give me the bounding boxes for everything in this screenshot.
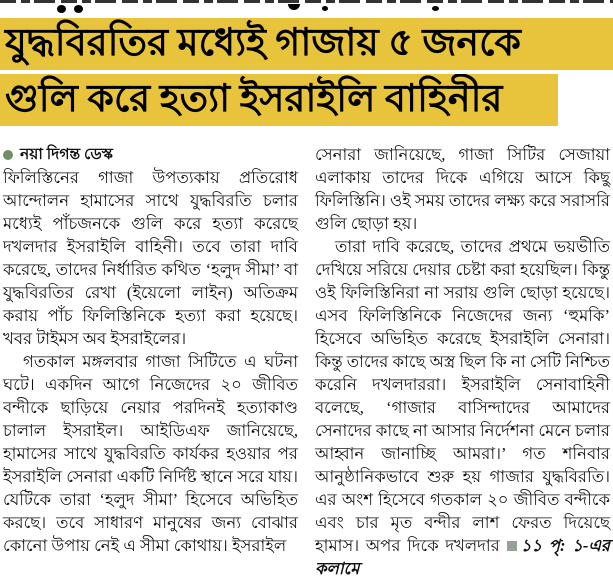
- paragraph: ফিলিস্তিনের গাজা উপত্যকায় প্রতিরোধ আন্দোলন হামাসের সাথে যুদ্ধবিরতি চলার মধ্যেই পাঁচজনকে গুলি করে হত্যা করেছে দখলদার ইসরাইলি বাহিনী। তবে তারা দাবি করেছে, তাদের নির্ধারিত কথিত ‘হলুদ সীমা’ বা যুদ্ধবিরতির রেখা (ইয়েলো লাইন) অতিক্রম করায় পাঁচ ফিলিস্তিনিকে হত্যা করা হয়েছে। খবর টাইমস অব ইসরাইলের।: [3, 168, 298, 348]
- headline-line-1: যুদ্ধবিরতির মধ্যেই গাজায় ৫ জনকে: [0, 18, 613, 70]
- column-left: [3, 143, 298, 580]
- headline-line-2: গুলি করে হত্যা ইসরাইলি বাহিনীর: [0, 74, 558, 126]
- glyph-fragment: [432, 6, 439, 11]
- column-right: [315, 143, 610, 580]
- byline: [3, 143, 298, 166]
- glyph-fragment: [57, 5, 66, 13]
- glyph-fragment: [74, 5, 83, 13]
- glyph-fragment: [288, 4, 300, 10]
- jump-ref-label: ১১ পৃ: ১-এর কলামে: [315, 536, 610, 578]
- paragraph: গতকাল মঙ্গলবার গাজা সিটিতে এ ঘটনা ঘটে। একদিন আগে নিজেদের ২০ জীবিত বন্দীকে ছাড়িয়ে নেয়ার পরদিনই হত্যাকাণ্ড চালাল ইসরাইল। আইডিএফ জানিয়েছে, হামাসের সাথে যুদ্ধবিরতি কার্যকর হওয়ার পর ইসরাইলি সেনারা একটি নির্দিষ্ট স্থানে সরে যায়। যেটিকে তারা ‘হলুদ সীমা’ হিসেবে অভিহিত করছে। তবে সাধারণ মানুষের জন্য বোঝার কোনো উপায় নেই এ সীমা কোথায়। ইসরাইল: [3, 352, 298, 555]
- byline-bullet-icon: [3, 150, 13, 160]
- cropped-newsprint-fragments: [0, 0, 613, 12]
- glyph-fragment: [322, 6, 328, 11]
- cropped-text-strip: [0, 0, 613, 3]
- byline-label: নয়া দিগন্ত ডেস্ক: [20, 146, 113, 163]
- headline: [0, 18, 613, 126]
- article-body: [0, 134, 613, 580]
- paragraph-text: তারা দাবি করেছে, তাদের প্রথমে ভয়ভীতি দেখিয়ে সরিয়ে দেয়ার চেষ্টা করা হয়েছিল। কিন্তু ওই ফিলিস্তিনিরা না সরায় গুলি ছোড়া হয়েছে। এসব ফিলিস্তিনিকে নিজেদের জন্য ‘হুমকি’ হিসেবে অভিহিত করেছে ইসরাইলি সেনারা। কিন্তু তাদের কাছে অস্ত্র ছিল কি না সেটি নিশ্চিত করেনি দখলদাররা। ইসরাইলি সেনাবাহিনী বলেছে, ‘গাজার বাসিন্দাদের আমাদের সেনাদের কাছে না আসার নির্দেশনা মেনে চলার আহ্বান জানাচ্ছি আমরা।’ গত শনিবার আনুষ্ঠানিকভাবে শুরু হয় গাজার যুদ্ধবিরতি। এর অংশ হিসেবে গতকাল ২০ জীবিত বন্দীকে এবং চার মৃত বন্দীর লাশ ফেরত দিয়েছে হামাস। অপর দিকে দখলদার: [315, 237, 610, 555]
- jump-ref-square-icon: [507, 541, 517, 551]
- paragraph: [315, 235, 610, 580]
- paragraph: সেনারা জানিয়েছে, গাজা সিটির সেজায়া এলাকায় তাদের দিকে এগিয়ে আসে কিছু ফিলিস্তিনি। ওই সময় তাদের লক্ষ্য করে সরাসরি গুলি ছোড়া হয়।: [315, 145, 610, 233]
